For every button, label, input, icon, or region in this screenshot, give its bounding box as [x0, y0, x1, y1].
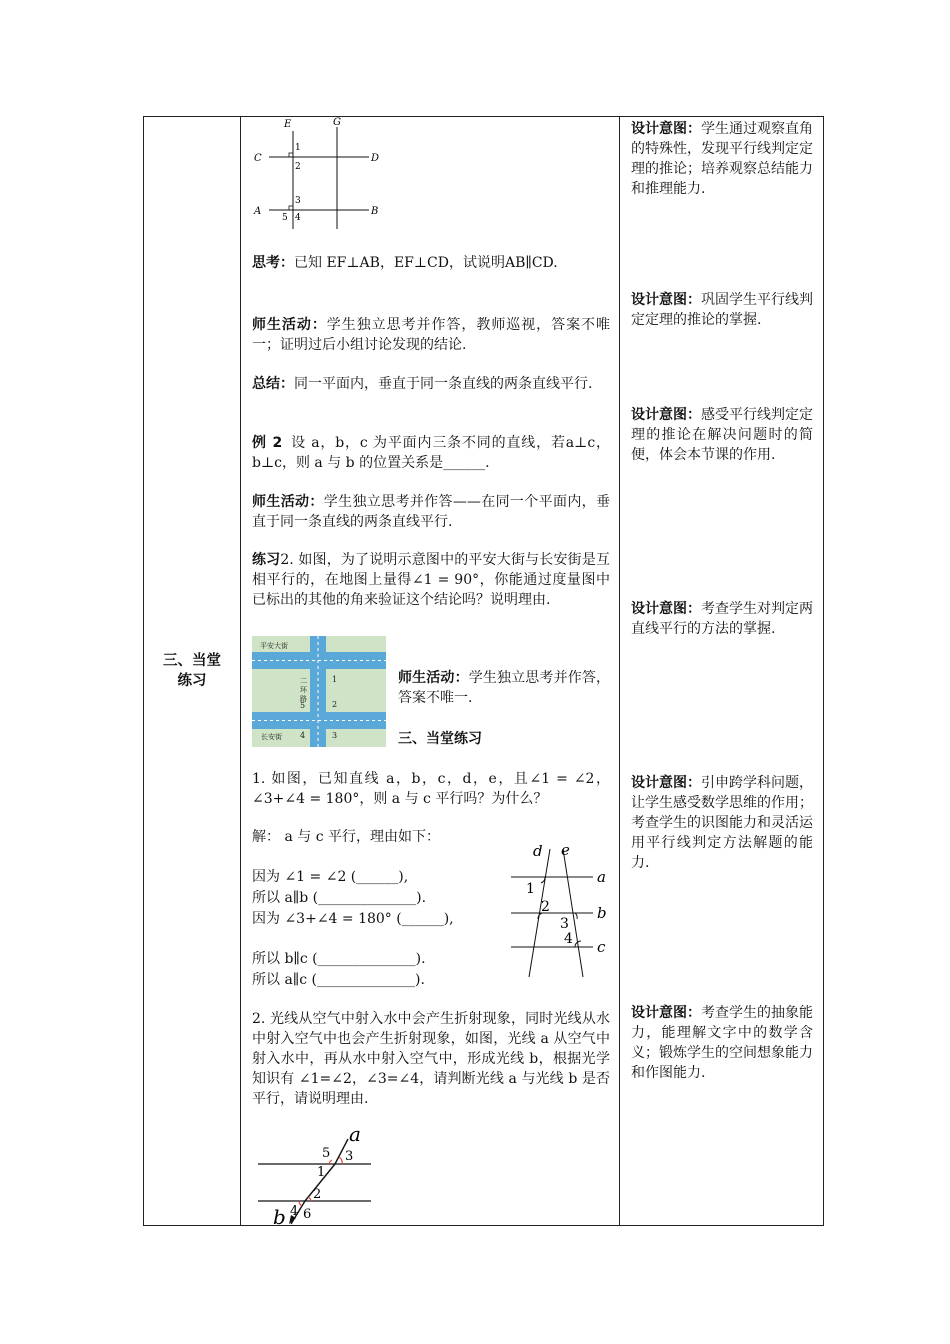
design-note-1 [631, 119, 813, 199]
fig2-label-e: e [561, 841, 570, 859]
summary-text: 同一平面内，垂直于同一条直线的两条直线平行. [294, 376, 593, 392]
note-text: 巩固学生平行线判定定理的推论的掌握. [631, 292, 813, 328]
street-label-bottom: 长安街 [261, 733, 282, 741]
lesson-table [143, 116, 824, 1226]
solution-line-6: 所以 a∥c (______________). [252, 972, 425, 988]
label-D: D [371, 153, 380, 164]
activity-paragraph-1 [252, 315, 610, 355]
fig2-label-a: a [597, 868, 606, 886]
map-angle-3: 3 [332, 731, 338, 740]
ring-road-label-1: 二 [300, 677, 307, 685]
note-text: 感受平行线判定定理的推论在解决问题时的简便，体会本节课的作用. [631, 407, 813, 463]
note-label: 设计意图： [631, 407, 701, 423]
fig2-angle-3: 3 [560, 916, 569, 932]
note-text: 学生通过观察直角的特殊性，发现平行线判定定理的推论；培养观察总结能力和推理能力. [631, 121, 813, 197]
design-note-6 [631, 1003, 813, 1083]
angle-label-5: 5 [282, 213, 288, 223]
fig2-label-c: c [597, 938, 606, 956]
parallel-lines-figure [505, 839, 617, 981]
summary-paragraph [252, 374, 610, 394]
design-note-2 [631, 290, 813, 330]
map-angle-4: 4 [300, 731, 306, 740]
perpendicular-figure [251, 117, 391, 239]
activity-text: 学生独立思考并作答，教师巡视，答案不唯一；证明过后小组讨论发现的结论. [252, 317, 611, 353]
fig3-angle-5: 5 [322, 1146, 331, 1161]
note-label: 设计意图： [631, 601, 701, 617]
fig3-angle-1: 1 [317, 1165, 326, 1180]
activity-paragraph-2 [252, 492, 610, 532]
note-text: 考查学生的抽象能力，能理解文字中的数学含义；锻炼学生的空间想象能力和作图能力. [631, 1005, 813, 1081]
fig2-angle-4: 4 [564, 931, 573, 947]
fig2-label-d: d [533, 842, 543, 860]
section-column [144, 117, 240, 1225]
activity-paragraph-3 [398, 668, 610, 708]
angle-label-1: 1 [295, 143, 301, 153]
question-1-text: 1. 如图，已知直线 a，b，c，d，e，且∠1 = ∠2，∠3+∠4 = 180°，则 a 与 c 平行吗？为什么？ [252, 771, 610, 807]
fig3-label-b: b [273, 1205, 286, 1225]
angle-label-2: 2 [295, 162, 301, 172]
example-2-paragraph [252, 433, 610, 473]
note-label: 设计意图： [631, 292, 701, 308]
solution-line-4: 因为 ∠3+∠4 = 180° (______), [252, 911, 454, 927]
ring-road-label-2: 环 [300, 686, 307, 694]
label-C: C [254, 153, 262, 164]
activity-label: 师生活动： [252, 317, 327, 333]
practice-2-paragraph [252, 550, 610, 610]
fig3-angle-4: 4 [290, 1204, 299, 1219]
street-label-top: 平安大街 [260, 642, 288, 650]
fig3-angle-2: 2 [313, 1187, 322, 1202]
street-map-figure [252, 636, 386, 747]
activity-text: 学生独立思考并作答——在同一个平面内，垂直于同一条直线的两条直线平行. [252, 494, 611, 530]
solution-line-1: 解： a 与 c 平行，理由如下： [252, 829, 440, 845]
solution-line-5: 所以 b∥c (______________). [252, 951, 426, 967]
subheading: 三、当堂练习 [398, 731, 482, 747]
angle-label-3: 3 [295, 196, 301, 206]
fig3-label-a: a [349, 1127, 361, 1146]
question-2-paragraph [252, 1009, 610, 1109]
solution-line-3: 所以 a∥b (______________). [252, 890, 427, 906]
note-label: 设计意图： [631, 121, 701, 137]
design-note-5 [631, 773, 813, 873]
refraction-figure [253, 1127, 383, 1225]
fig2-angle-1: 1 [526, 881, 535, 897]
note-label: 设计意图： [631, 775, 701, 791]
think-text: 已知 EF⊥AB，EF⊥CD，试说明AB∥CD. [294, 255, 558, 271]
question-2-text: 2. 光线从空气中射入水中会产生折射现象，同时光线从水中射入空气中也会产生折射现象，如图，光线 a 从空气中射入水中，再从水中射入空气中，形成光线 b，根据光学知识有 ∠1=∠2，∠3=∠4，请判断光线 a 与光线 b 是否平行，请说明理由. [252, 1011, 610, 1107]
content-column [241, 117, 619, 1225]
design-intent-column [620, 117, 825, 1225]
note-text: 考查学生对判定两直线平行的方法的掌握. [631, 601, 813, 637]
map-angle-1: 1 [332, 675, 338, 684]
practice-label: 练习 [252, 552, 281, 568]
activity-label: 师生活动： [252, 494, 324, 510]
label-E: E [284, 119, 292, 130]
label-A: A [254, 206, 262, 217]
think-label: 思考： [252, 255, 294, 271]
think-paragraph [252, 253, 610, 273]
example-label: 例 2 [252, 435, 283, 451]
activity-label: 师生活动： [398, 670, 469, 686]
label-B: B [371, 206, 379, 217]
example-text: 设 a，b，c 为平面内三条不同的直线，若a⊥c，b⊥c，则 a 与 b 的位置关系是______. [252, 435, 610, 471]
section-label: 三、当堂练习 [163, 653, 221, 689]
activity-text: 学生独立思考并作答，答案不唯一. [398, 670, 611, 706]
fig2-label-b: b [597, 904, 607, 922]
practice-text: 2. 如图，为了说明示意图中的平安大街与长安街是互相平行的，在地图上量得∠1 = 90°，你能通过度量图中已标出的其他的角来验证这个结论吗？说明理由. [252, 552, 611, 608]
solution-line-2: 因为 ∠1 = ∠2 (______), [252, 869, 409, 885]
design-note-4 [631, 599, 813, 639]
question-1-paragraph [252, 769, 610, 809]
map-angle-5: 5 [300, 701, 306, 710]
note-text: 引申跨学科问题，让学生感受数学思维的作用；考查学生的识图能力和灵活运用平行线判定方法解题的能力. [631, 775, 813, 871]
design-note-3 [631, 405, 813, 465]
fig3-angle-6: 6 [303, 1207, 312, 1222]
ring-road-label-3: 路 [300, 695, 307, 703]
fig3-angle-3: 3 [345, 1149, 354, 1164]
map-angle-2: 2 [332, 700, 338, 709]
angle-label-4: 4 [295, 213, 301, 223]
label-G: G [333, 117, 341, 128]
note-label: 设计意图： [631, 1005, 701, 1021]
fig2-angle-2: 2 [541, 899, 550, 915]
summary-label: 总结： [252, 376, 294, 392]
